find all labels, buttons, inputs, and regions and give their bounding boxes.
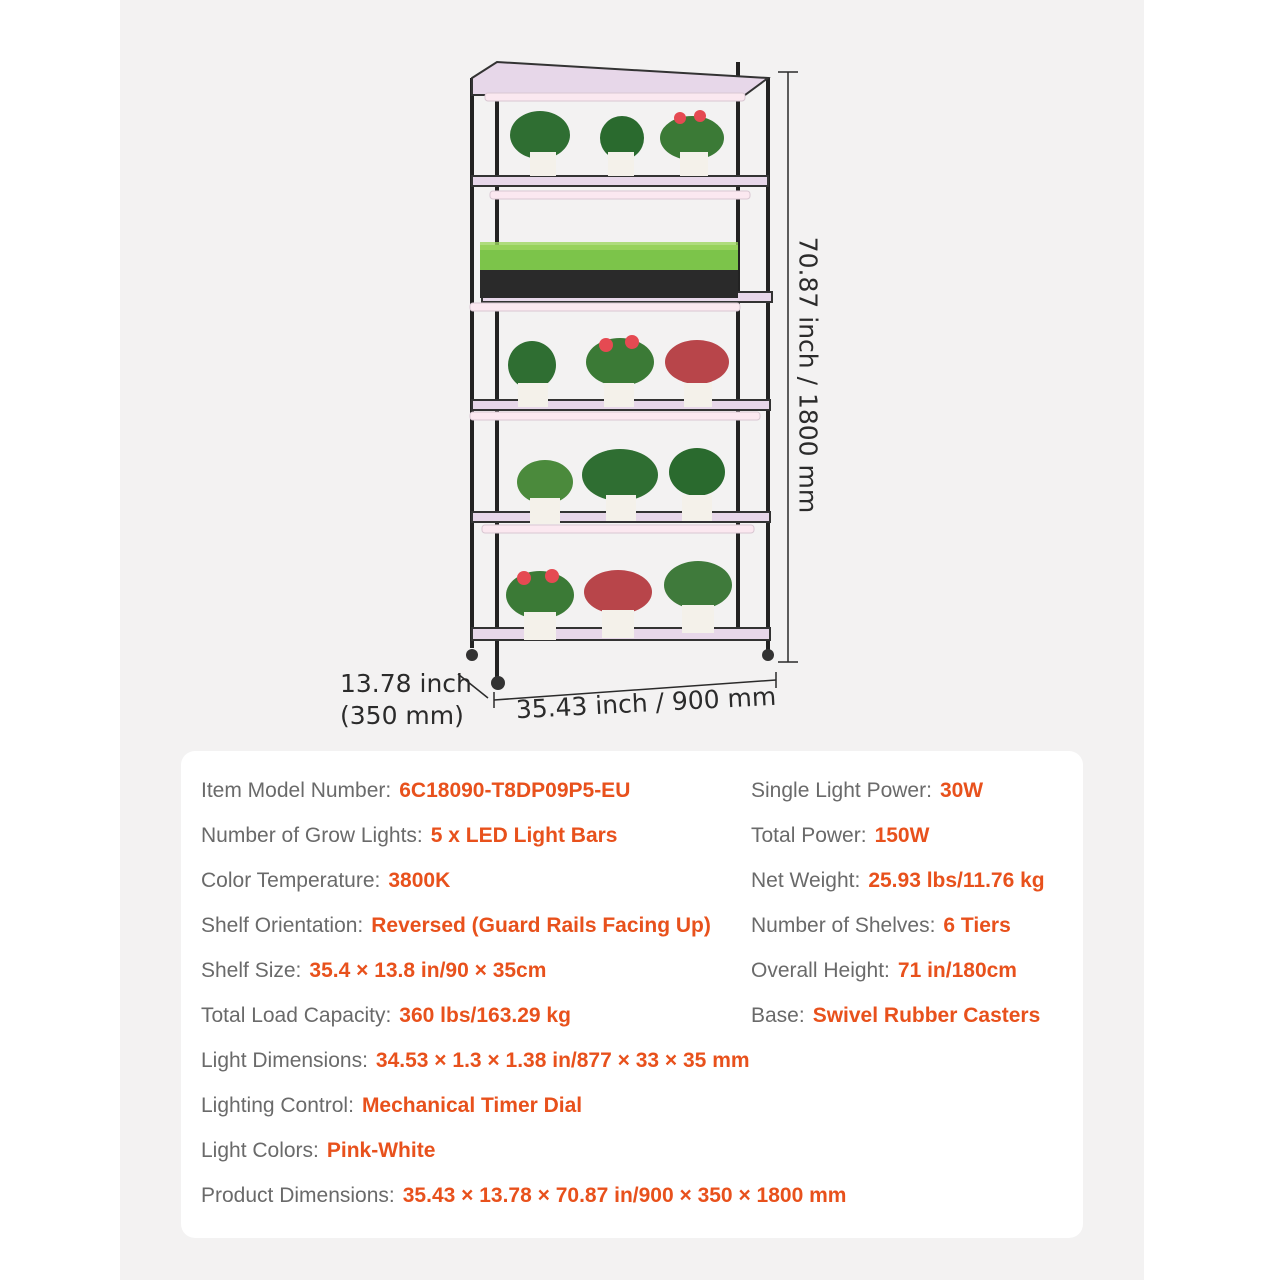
spec-label: Light Colors:: [201, 1139, 319, 1162]
plant-4-2: [582, 449, 658, 521]
potted-plants: [506, 110, 732, 640]
spec-label: Total Load Capacity:: [201, 1004, 392, 1027]
spec-row: [201, 1049, 750, 1073]
spec-label: Base:: [751, 1004, 805, 1027]
seedling-tray: [480, 242, 738, 298]
depth-mm-label: (350 mm): [340, 701, 464, 730]
spec-value: 150W: [874, 824, 930, 847]
plant-5-3: [664, 561, 732, 633]
spec-label: Light Dimensions:: [201, 1049, 368, 1072]
spec-row: [201, 869, 450, 893]
spec-row: [201, 1184, 846, 1208]
plant-1-1: [510, 111, 570, 176]
spec-value: 34.53 × 1.3 × 1.38 in/877 × 33 × 35 mm: [375, 1049, 750, 1072]
spec-value: 30W: [939, 779, 984, 802]
spec-label: Number of Grow Lights:: [201, 824, 423, 847]
spec-label: Item Model Number:: [201, 779, 392, 802]
spec-row: [751, 824, 929, 848]
spec-label: Color Temperature:: [201, 869, 381, 892]
spec-row: [201, 914, 711, 938]
spec-value: 3800K: [388, 869, 451, 892]
spec-label: Overall Height:: [751, 959, 890, 982]
spec-label: Lighting Control:: [201, 1094, 354, 1117]
spec-value: Mechanical Timer Dial: [361, 1094, 583, 1117]
spec-value: 35.43 × 13.78 × 70.87 in/900 × 350 × 1800 mm: [402, 1184, 847, 1207]
depth-dimension-label: [340, 668, 472, 732]
spec-row: [751, 779, 983, 803]
spec-row: [751, 1004, 1040, 1028]
plant-1-2: [600, 116, 644, 176]
spec-value: 71 in/180cm: [897, 959, 1017, 982]
plant-3-2: [586, 335, 654, 407]
spec-value: Swivel Rubber Casters: [812, 1004, 1041, 1027]
spec-value: 25.93 lbs/11.76 kg: [868, 869, 1045, 892]
height-dimension-label: 70.87 inch / 1800 mm: [793, 236, 823, 514]
plant-3-1: [508, 341, 556, 407]
spec-row: [751, 869, 1045, 893]
spec-value: 6 Tiers: [943, 914, 1011, 937]
plant-4-3: [669, 448, 725, 521]
width-dimension-label: 35.43 inch / 900 mm: [515, 681, 777, 725]
spec-value: Pink-White: [326, 1139, 436, 1162]
spec-label: Net Weight:: [751, 869, 861, 892]
spec-row: [751, 959, 1017, 983]
spec-row: [201, 959, 546, 983]
spec-value: 5 x LED Light Bars: [430, 824, 618, 847]
spec-value: Reversed (Guard Rails Facing Up): [371, 914, 711, 937]
spec-label: Shelf Orientation:: [201, 914, 364, 937]
spec-label: Shelf Size:: [201, 959, 302, 982]
plant-3-3: [665, 340, 729, 407]
spec-row: [201, 1004, 571, 1028]
depth-inch-label: 13.78 inch: [340, 669, 472, 698]
spec-row: [201, 1094, 582, 1118]
spec-value: 35.4 × 13.8 in/90 × 35cm: [309, 959, 547, 982]
spec-row: [201, 1139, 435, 1163]
spec-value: 360 lbs/163.29 kg: [399, 1004, 571, 1027]
spec-label: Single Light Power:: [751, 779, 932, 802]
spec-row: [201, 824, 617, 848]
spec-label: Total Power:: [751, 824, 867, 847]
spec-value: 6C18090-T8DP09P5-EU: [399, 779, 631, 802]
spec-row: [201, 779, 630, 803]
plant-1-3: [660, 110, 724, 176]
spec-row: [751, 914, 1011, 938]
spec-label: Number of Shelves:: [751, 914, 936, 937]
spec-label: Product Dimensions:: [201, 1184, 395, 1207]
